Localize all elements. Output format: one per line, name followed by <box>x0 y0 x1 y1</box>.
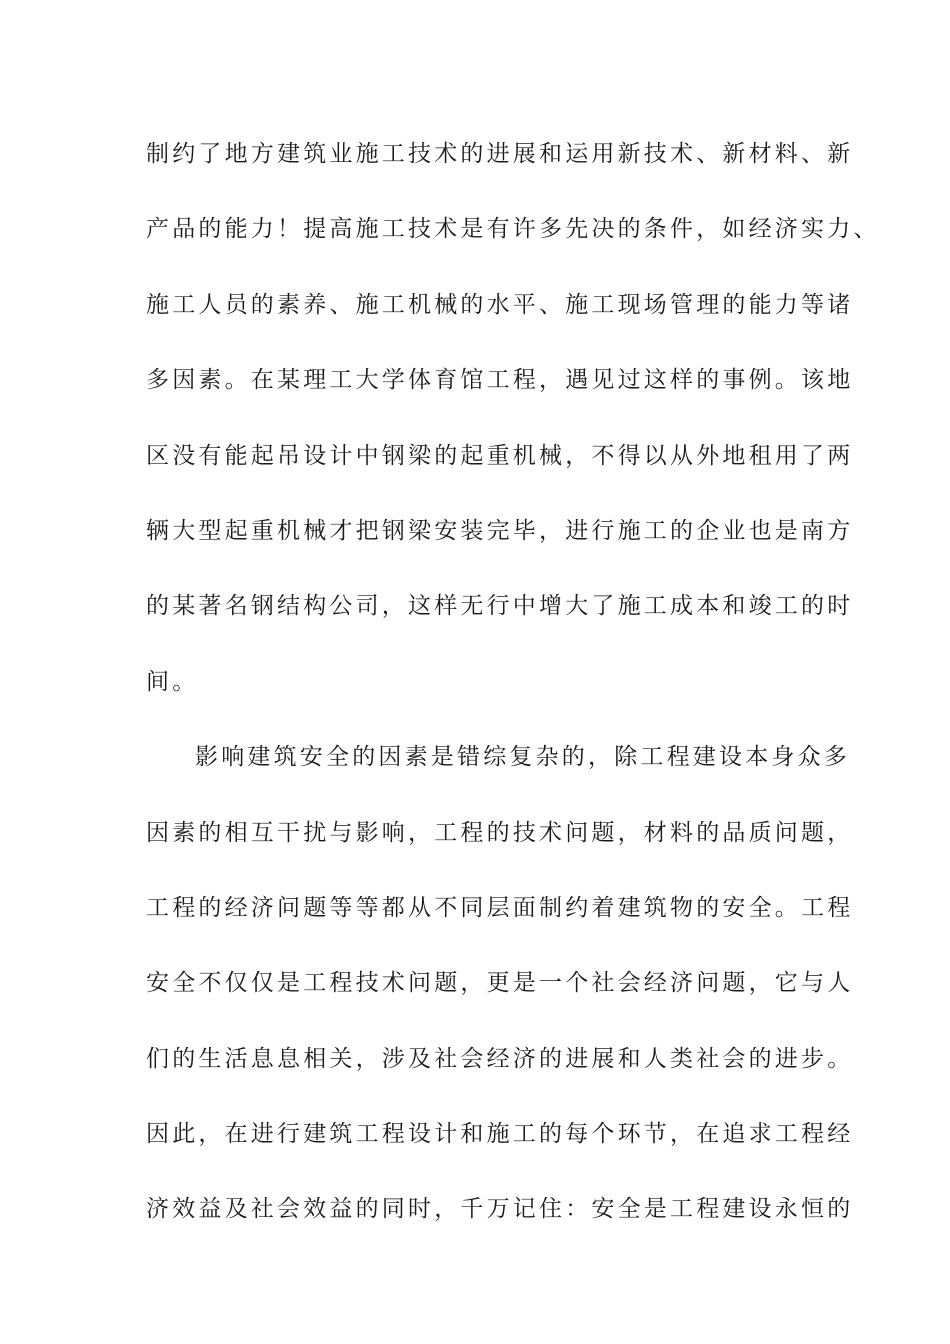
text-line: 制约了地方建筑业施工技术的进展和运用新技术、新材料、新 <box>146 141 854 167</box>
text-line: 产品的能力！提高施工技术是有许多先决的条件，如经济实力、 <box>146 216 880 243</box>
paragraph-start-line: 影响建筑安全的因素是错综复杂的，除工程建设本身众多 <box>195 744 850 771</box>
text-line: 济效益及社会效益的同时，千万记住：安全是工程建设永恒的 <box>146 1196 854 1223</box>
text-line: 们的生活息息相关，涉及社会经济的进展和人类社会的进步。 <box>146 1045 854 1072</box>
text-line: 的某著名钢结构公司，这样无行中增大了施工成本和竣工的时 <box>146 593 854 620</box>
text-line: 安全不仅仅是工程技术问题，更是一个社会经济问题，它与人 <box>146 970 854 997</box>
text-line: 间。 <box>146 668 199 695</box>
text-line: 多因素。在某理工大学体育馆工程，遇见过这样的事例。该地 <box>146 367 854 394</box>
text-line: 施工人员的素养、施工机械的水平、施工现场管理的能力等诸 <box>146 291 854 318</box>
body-text <box>146 127 880 1258</box>
text-line: 因此，在进行建筑工程设计和施工的每个环节，在追求工程经 <box>146 1121 854 1148</box>
text-line: 区没有能起吊设计中钢梁的起重机械，不得以从外地租用了两 <box>146 442 854 469</box>
text-line: 因素的相互干扰与影响，工程的技术问题，材料的品质问题， <box>146 819 854 846</box>
text-line: 辆大型起重机械才把钢梁安装完毕，进行施工的企业也是南方 <box>146 517 854 544</box>
text-line: 工程的经济问题等等都从不同层面制约着建筑物的安全。工程 <box>146 894 854 921</box>
